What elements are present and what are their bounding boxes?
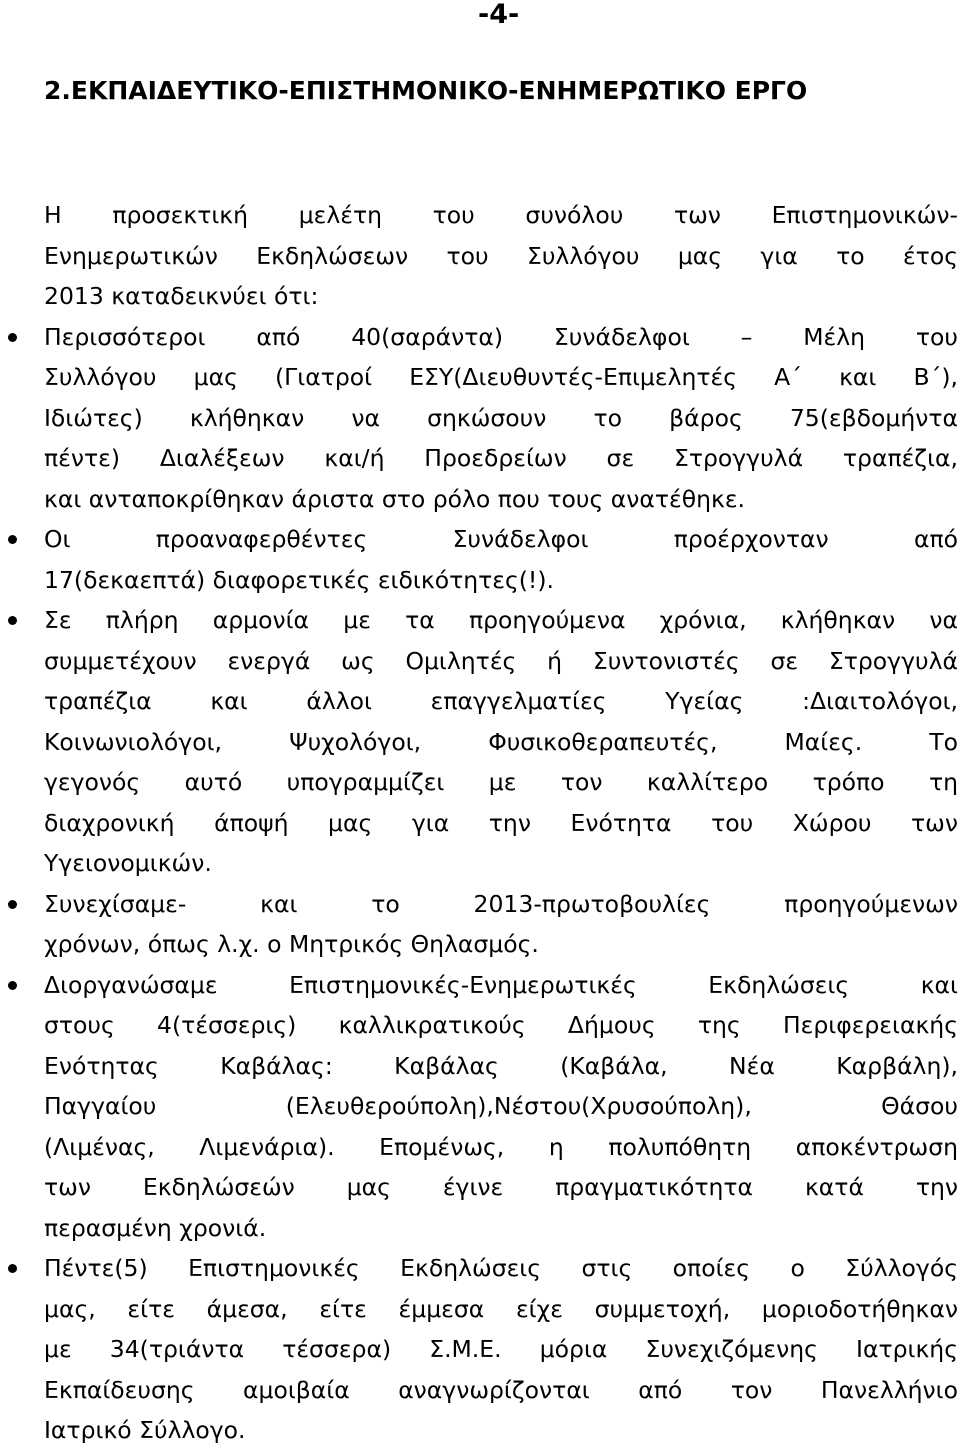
bullet-line: Ιατρικό Σύλλογο. xyxy=(44,1416,246,1444)
bullet-icon xyxy=(8,333,17,342)
bullet-line: Περισσότεροι από 40(σαράντα) Συνάδελφοι – Μέλη του xyxy=(44,322,958,351)
bullet-item xyxy=(44,965,958,1249)
bullet-item xyxy=(44,884,958,965)
document-body xyxy=(44,195,958,1451)
bullet-icon xyxy=(8,900,17,909)
bullet-line: Ιδιώτες) κλήθηκαν να σηκώσουν το βάρος 75(εβδομήντα xyxy=(44,403,958,432)
bullet-line: Πέντε(5) Επιστημονικές Εκδηλώσεις στις οποίες ο Σύλλογός xyxy=(44,1254,958,1282)
intro-paragraph xyxy=(44,195,958,317)
bullet-item xyxy=(44,519,958,600)
bullet-line: μας, είτε άμεσα, είτε έμμεσα είχε συμμετοχή, μοριοδοτήθηκαν xyxy=(44,1294,958,1323)
bullet-item xyxy=(44,317,958,520)
intro-line: 2013 καταδεικνύει ότι: xyxy=(44,282,319,310)
page-number: -4- xyxy=(478,0,520,30)
bullet-line: Οι προαναφερθέντες Συνάδελφοι προέρχονταν από xyxy=(44,525,958,553)
bullet-item xyxy=(44,600,958,884)
bullet-line: Διοργανώσαμε Επιστημονικές-Ενημερωτικές Εκδηλώσεις και xyxy=(44,970,958,999)
bullet-icon xyxy=(8,616,17,625)
bullet-line: στους 4(τέσσερις) καλλικρατικούς Δήμους της Περιφερειακής xyxy=(44,1011,958,1039)
intro-line: Η προσεκτική μελέτη του συνόλου των Επιστημονικών- xyxy=(44,201,958,229)
bullet-line: συμμετέχουν ενεργά ως Ομιλητές ή Συντονιστές σε Στρογγυλά xyxy=(44,646,958,675)
bullet-line: Σε πλήρη αρμονία με τα προηγούμενα χρόνια, κλήθηκαν να xyxy=(44,606,958,634)
bullet-line: και ανταποκρίθηκαν άριστα στο ρόλο που τους ανατέθηκε. xyxy=(44,484,746,513)
bullet-line: των Εκδηλώσεών μας έγινε πραγματικότητα κατά την xyxy=(44,1173,958,1201)
bullet-list xyxy=(44,317,958,1451)
bullet-line: χρόνων, όπως λ.χ. ο Μητρικός Θηλασμός. xyxy=(44,930,539,958)
section-title: 2.ΕΚΠΑΙΔΕΥΤΙΚΟ-ΕΠΙΣΤΗΜΟΝΙΚΟ-ΕΝΗΜΕΡΩΤΙΚΟ ΕΡΓΟ xyxy=(44,76,808,105)
bullet-line: Συνεχίσαμε- και το 2013-πρωτοβουλίες προηγούμενων xyxy=(44,889,958,918)
bullet-line: με 34(τριάντα τέσσερα) Σ.Μ.Ε. μόρια Συνεχιζόμενης Ιατρικής xyxy=(44,1335,958,1363)
bullet-item xyxy=(44,1248,958,1451)
bullet-line: Συλλόγου μας (Γιατροί ΕΣΥ(Διευθυντές-Επιμελητές Α΄ και Β΄), xyxy=(44,363,958,391)
bullet-line: Υγειονομικών. xyxy=(44,849,212,877)
bullet-line: Παγγαίου (Ελευθερούπολη),Νέστου(Χρυσούπολη), Θάσου xyxy=(44,1092,958,1120)
bullet-line: Εκπαίδευσης αμοιβαία αναγνωρίζονται από τον Πανελλήνιο xyxy=(44,1375,958,1404)
bullet-line: πέντε) Διαλέξεων και/ή Προεδρείων σε Στρογγυλά τραπέζια, xyxy=(44,444,958,472)
bullet-line: γεγονός αυτό υπογραμμίζει με τον καλλίτερο τρόπο τη xyxy=(44,768,958,796)
bullet-line: Ενότητας Καβάλας: Καβάλας (Καβάλα, Νέα Καρβάλη), xyxy=(44,1051,958,1080)
bullet-icon xyxy=(8,1264,17,1273)
bullet-icon xyxy=(8,981,17,990)
intro-line: Ενημερωτικών Εκδηλώσεων του Συλλόγου μας για το έτος xyxy=(44,241,958,270)
bullet-icon xyxy=(8,535,17,544)
bullet-line: διαχρονική άποψή μας για την Ενότητα του Χώρου των xyxy=(44,808,958,837)
bullet-line: τραπέζια και άλλοι επαγγελματίες Υγείας :Διαιτολόγοι, xyxy=(44,687,958,715)
bullet-line: περασμένη χρονιά. xyxy=(44,1213,267,1242)
bullet-line: (Λιμένας, Λιμενάρια). Επομένως, η πολυπόθητη αποκέντρωση xyxy=(44,1132,958,1161)
bullet-line: 17(δεκαεπτά) διαφορετικές ειδικότητες(!). xyxy=(44,565,554,594)
bullet-line: Κοινωνιολόγοι, Ψυχολόγοι, Φυσικοθεραπευτές, Μαίες. Το xyxy=(44,727,958,756)
